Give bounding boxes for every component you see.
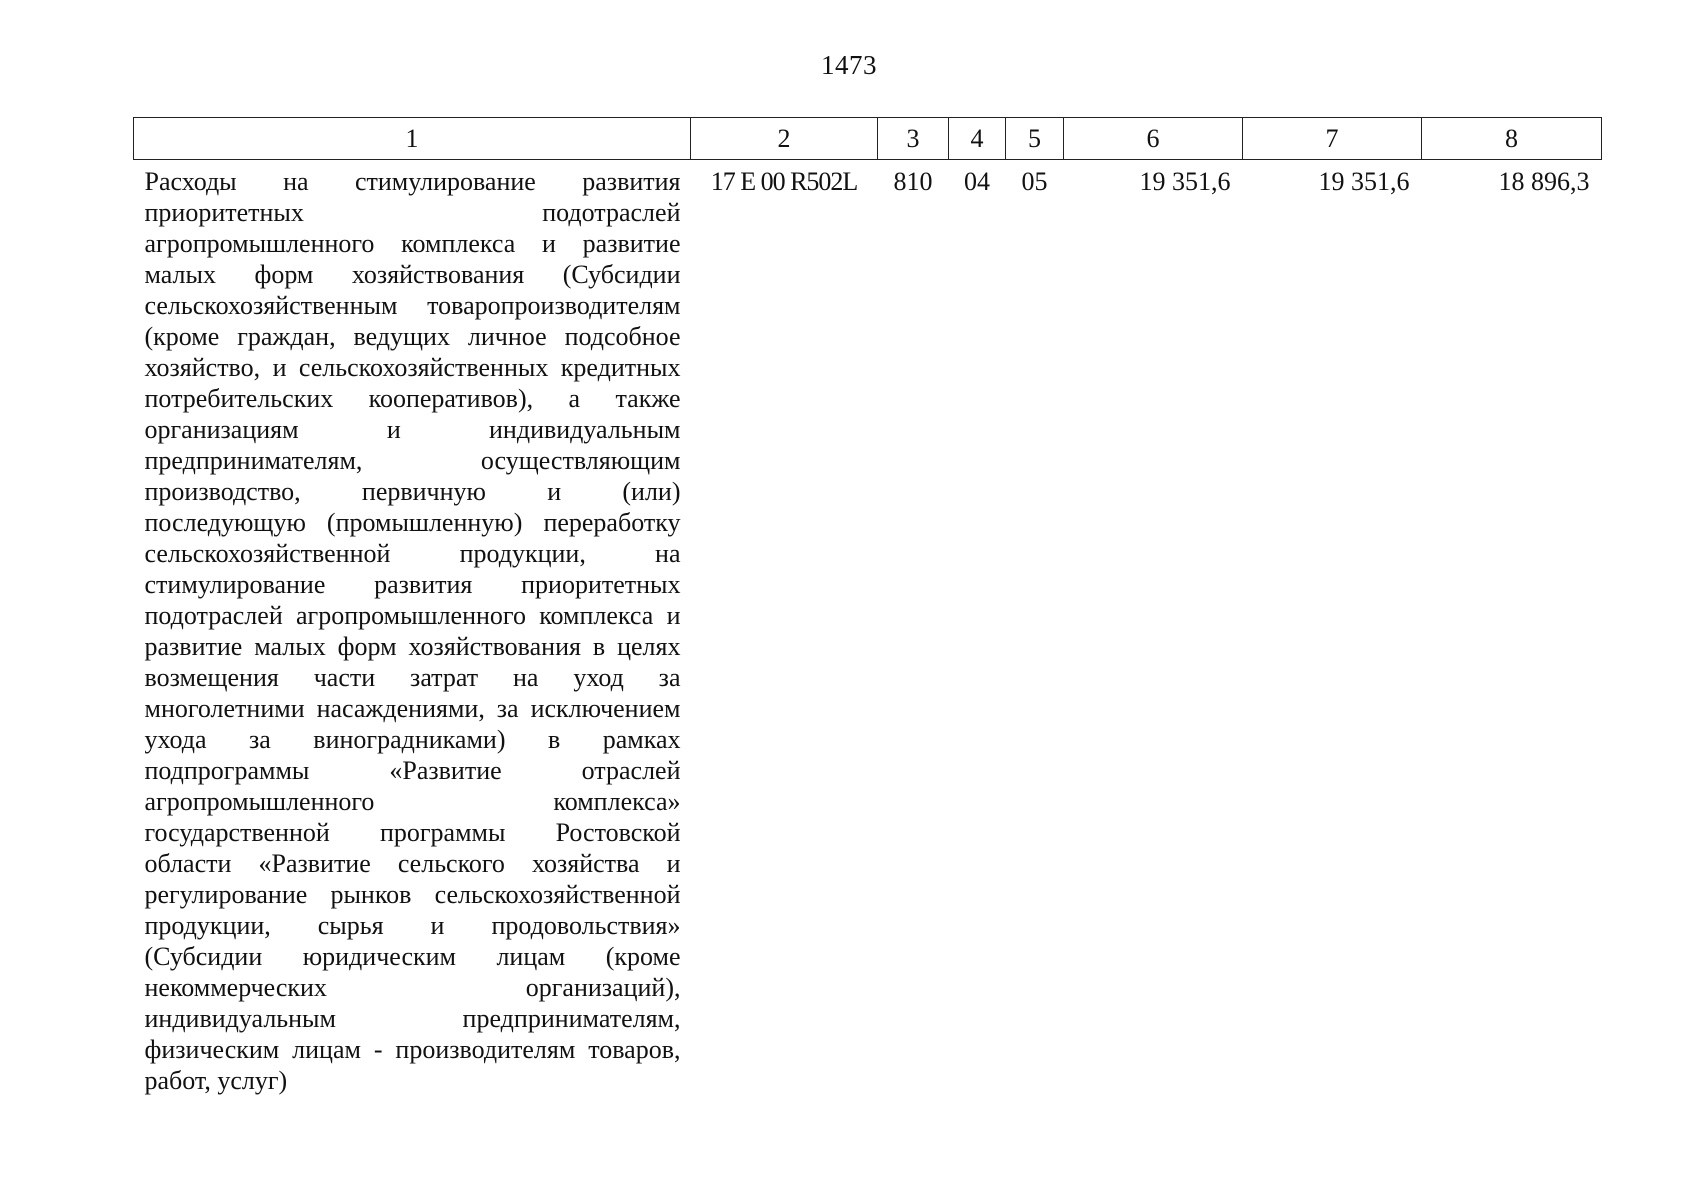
column-header-7: 7 — [1243, 118, 1422, 160]
column-header-8: 8 — [1422, 118, 1602, 160]
table-row — [134, 160, 1602, 1097]
row-amount-2: 19 351,6 — [1318, 167, 1410, 196]
column-header-6: 6 — [1064, 118, 1243, 160]
column-header-1: 1 — [134, 118, 691, 160]
row-section: 04 — [964, 167, 990, 196]
column-header-2: 2 — [691, 118, 878, 160]
row-expense-type: 810 — [893, 167, 933, 196]
row-amount-1: 19 351,6 — [1139, 167, 1231, 196]
budget-table — [133, 117, 1602, 1096]
row-subsection: 05 — [1021, 167, 1048, 196]
row-description: Расходы на стимулирование развития приоритетных подотраслей агропромышленного комплекса и развитие малых форм хозяйствования (Субсидии сельскохозяйственным товаропроизводителям (кроме граждан, ведущих личное подсобное хозяйство, и сельскохозяйственных кредитных потребительских кооперативов), а также организациям и индивидуальным предпринимателям, осуществляющим производство, первичную и (или) последующую (промышленную) переработку сельскохозяйственной продукции, на стимулирование развития приоритетных подотраслей агропромышленного комплекса и развитие малых форм хозяйствования в целях возмещения части затрат на уход за многолетними насаждениями, за исключением ухода за виноградниками) в рамках подпрограммы «Развитие отраслей агропромышленного комплекса» государственной программы Ростовской области «Развитие сельского хозяйства и регулирование рынков сельскохозяйственной продукции, сырья и продовольствия» (Субсидии юридическим лицам (кроме некоммерческих организаций), индивидуальным предпринимателям, физическим лицам - производителям товаров, работ, услуг) — [144, 167, 681, 1095]
header-row — [134, 118, 1602, 160]
column-header-3: 3 — [878, 118, 949, 160]
row-target-article: 17 E 00 R502L — [710, 167, 858, 196]
column-header-5: 5 — [1006, 118, 1064, 160]
page-number: 1473 — [821, 50, 877, 80]
column-header-4: 4 — [949, 118, 1006, 160]
row-amount-3: 18 896,3 — [1498, 167, 1590, 196]
